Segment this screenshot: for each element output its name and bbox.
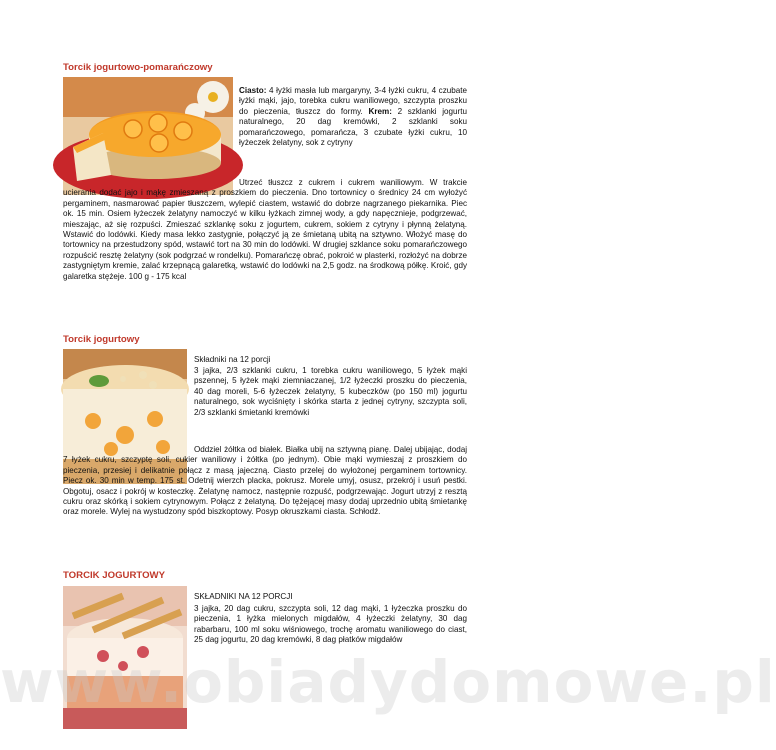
recipe-1-ingredients — [239, 86, 467, 148]
recipe-3-servings: SKŁADNIKI NA 12 PORCJI — [194, 592, 293, 601]
ingredients-label-cream: Krem: — [362, 106, 392, 116]
watermark: www.obiadydomowe.pl — [0, 648, 776, 716]
ingredients-label-dough: Ciasto: — [239, 86, 267, 95]
recipe-2-method: Oddziel żółtka od białek. Białka ubij na sztywną pianę. Dalej ubijając, dodaj 7 łyżek cukru, szczyptę soli, cukier waniliowy i żółtka (po jednym). Obie mąki wymieszaj z proszkiem do pieczenia, przesiej i delikatnie połącz z masą jajeczną. Ciasto przelej do wyłożonej pergaminem tortownicy. Piecz ok. 30 min w temp. 175 st. Odetnij wierzch placka, pokrusz. Morele umyj, osusz, przekrój i usuń pestki. Obgotuj, osacz i pokrój w kosteczkę. Żelatynę namocz, następnie rozpuść, podgrzewając. Jogurt utrzyj z resztą cukru oraz skórką i sokiem cytrynowym. Połącz z żelatyną. Do tężejącej masy dodaj uprzednio ubitą śmietankę oraz morele. Wylej na wystudzony spód biszkoptowy. Posyp okruszkami ciasta. Schłodź. — [63, 445, 467, 517]
recipe-3-photo — [63, 586, 187, 729]
recipe-1-method: Utrzeć tłuszcz z cukrem i cukrem waniliowym. W trakcie ucierania dodać jajo i mąkę zmieszaną z proszkiem do pieczenia. Dno tortownicy o średnicy 24 cm wyłożyć pergaminem, nasmarować papier tłuszczem, wylepić ciastem, wstawić do dobrze nagrzanego piekarnika. Piec ok. 15 min. Osiem łyżeczek żelatyny namoczyć w kilku łyżkach zimnej wody, a gdy napęcznieje, podgrzewać, mieszając, aż się rozpuści. Zmieszać szklankę soku z jogurtem, cukrem, sokiem z cytryny i płynną żelatyną. Wstawić do lodówki. Kiedy masa lekko zastygnie, połączyć ją ze śmietaną ubitą na sztywno. Włożyć masę do tortownicy na przestudzony spód, wstawić tort na 30 min do lodówki. W drugiej szklance soku pomarańczowego rozpuścić resztę żelatyny (sok podgrzać w rondelku). Pomarańczę obrać, pokroić w plasterki, rozłożyć na dobrze zastygniętym kremie, zalać krzepnącą galaretką, wstawić do lodówki na 2,5 godz. na środkową półkę. Kroić, gdy galaretka stężeje. 100 g - 175 kcal — [63, 178, 467, 281]
recipe-2-servings: Składniki na 12 porcji — [194, 355, 271, 364]
ingredients-text-cream: 2 szklanki jogurtu naturalnego, 20 dag kremówki, 2 szklanki soku pomarańczowego, pomarańcza, 3 czubate łyżki cukru, 10 łyżeczek żelatyny, sok z cytryny — [239, 106, 467, 148]
recipe-2-ingredients: 3 jajka, 2/3 szklanki cukru, 1 torebka cukru waniliowego, 5 łyżek mąki pszennej, 5 łyżek mąki ziemniaczanej, 1/2 łyżeczki proszku do pieczenia, 40 dag moreli, 5-6 łyżeczek żelatyny, 5 kubeczków (po 150 ml) jogurtu naturalnego, sok wyciśnięty i skórka starta z jednej cytryny, szczypta soli, 2/3 szklanki śmietanki kremówki — [194, 366, 467, 417]
recipe-3-ingredients: 3 jajka, 20 dag cukru, szczypta soli, 12 dag mąki, 1 łyżeczka proszku do pieczenia, 1 łyżka mielonych migdałów, 4 łyżeczki żelatyny, 30 dag rabarbaru, 100 ml soku wiśniowego, trochę aromatu waniliowego do ciast, 25 dag jogurtu, 20 dag kremówki, 8 dag płatków migdałów — [194, 604, 467, 645]
ingredients-text-dough: 4 łyżki masła lub margaryny, 3-4 łyżki cukru, 4 czubate łyżki mąki, jajo, torebka cukru waniliowego, szczypta proszku do pieczenia, tłuszcz do formy. — [239, 86, 467, 116]
recipe-2-title: Torcik jogurtowy — [63, 334, 140, 345]
recipe-1-title: Torcik jogurtowo-pomarańczowy — [63, 62, 213, 73]
recipe-3-title: TORCIK JOGURTOWY — [63, 570, 165, 581]
